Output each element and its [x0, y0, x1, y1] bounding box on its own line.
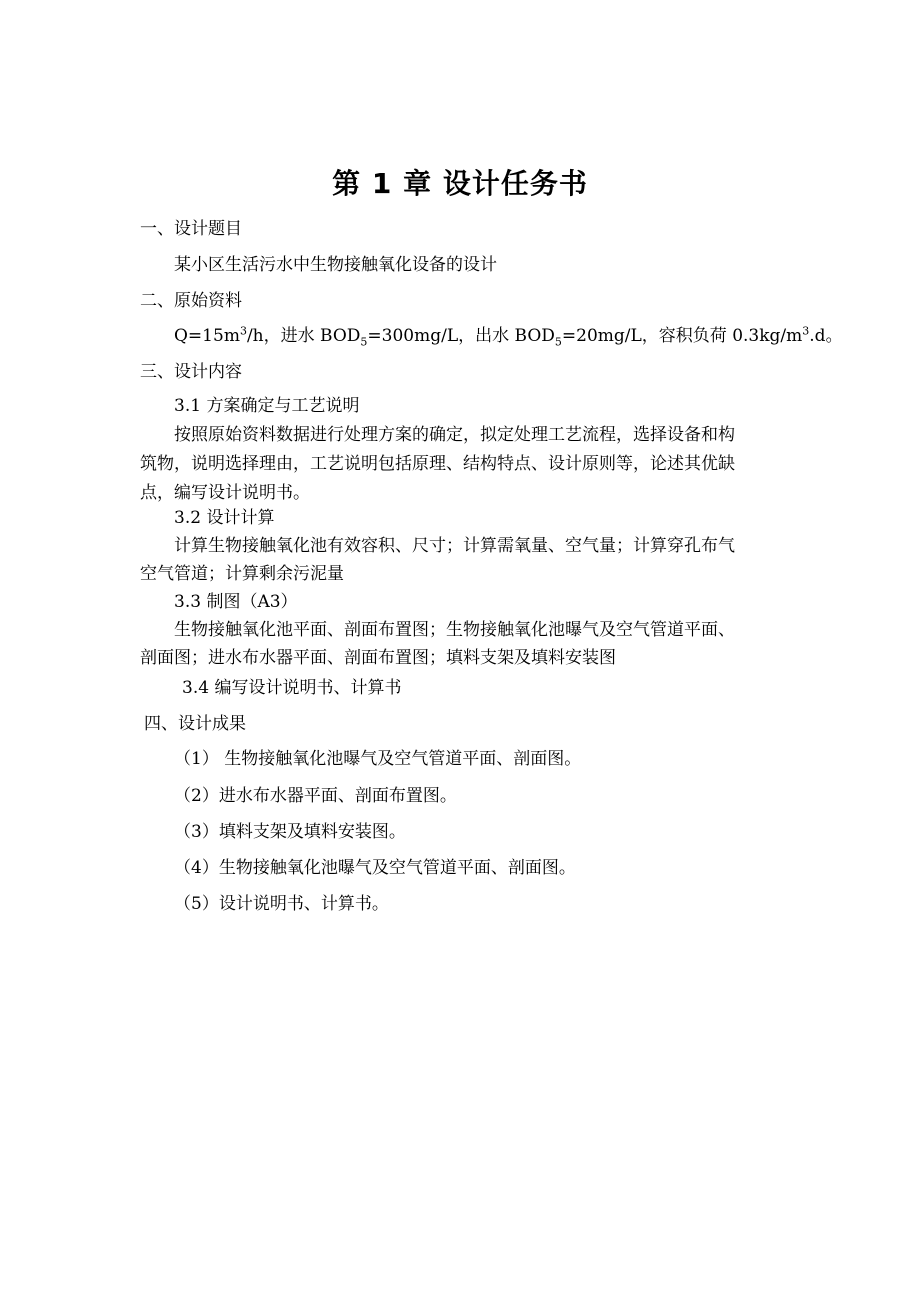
result-item-3: （3）填料支架及填料安装图。: [174, 822, 406, 842]
section-2-heading: 二、原始资料: [140, 291, 242, 311]
subsection-3-1-heading: 3.1 方案确定与工艺说明: [174, 396, 360, 416]
subsection-3-4-heading: 3.4 编写设计说明书、计算书: [182, 678, 402, 698]
paragraph-3-3-line-1: 生物接触氧化池平面、剖面布置图；生物接触氧化池曝气及空气管道平面、: [174, 620, 735, 640]
subsection-3-3-heading: 3.3 制图（A3）: [174, 592, 298, 612]
paragraph-3-3-line-2: 剖面图；进水布水器平面、剖面布置图；填料支架及填料安装图: [140, 648, 616, 668]
result-item-4: （4）生物接触氧化池曝气及空气管道平面、剖面图。: [174, 858, 576, 878]
paragraph-3-2-line-1: 计算生物接触氧化池有效容积、尺寸；计算需氧量、空气量；计算穿孔布气: [174, 536, 735, 556]
design-topic-text: 某小区生活污水中生物接触氧化设备的设计: [174, 255, 497, 275]
section-4-heading: 四、设计成果: [144, 714, 246, 734]
section-1-heading: 一、设计题目: [140, 219, 242, 239]
result-item-1: （1） 生物接触氧化池曝气及空气管道平面、剖面图。: [174, 749, 582, 769]
section-3-heading: 三、设计内容: [140, 362, 242, 382]
result-item-2: （2）进水布水器平面、剖面布置图。: [174, 786, 457, 806]
subsection-3-2-heading: 3.2 设计计算: [174, 508, 275, 528]
chapter-title: 第 1 章 设计任务书: [332, 167, 588, 200]
raw-data-line: $Q=15m^3/h$，进水 $BOD_5=300mg/L$，出水 $BOD_5=20mg/L$，容积负荷 $0.3kg/m^3.d$。: [174, 324, 843, 349]
result-item-5: （5）设计说明书、计算书。: [174, 894, 389, 914]
paragraph-3-1-line-2: 筑物，说明选择理由，工艺说明包括原理、结构特点、设计原则等，论述其优缺: [140, 454, 735, 474]
paragraph-3-2-line-2: 空气管道；计算剩余污泥量: [140, 564, 344, 584]
paragraph-3-1-line-3: 点，编写设计说明书。: [140, 483, 310, 503]
paragraph-3-1-line-1: 按照原始资料数据进行处理方案的确定，拟定处理工艺流程，选择设备和构: [174, 425, 735, 445]
